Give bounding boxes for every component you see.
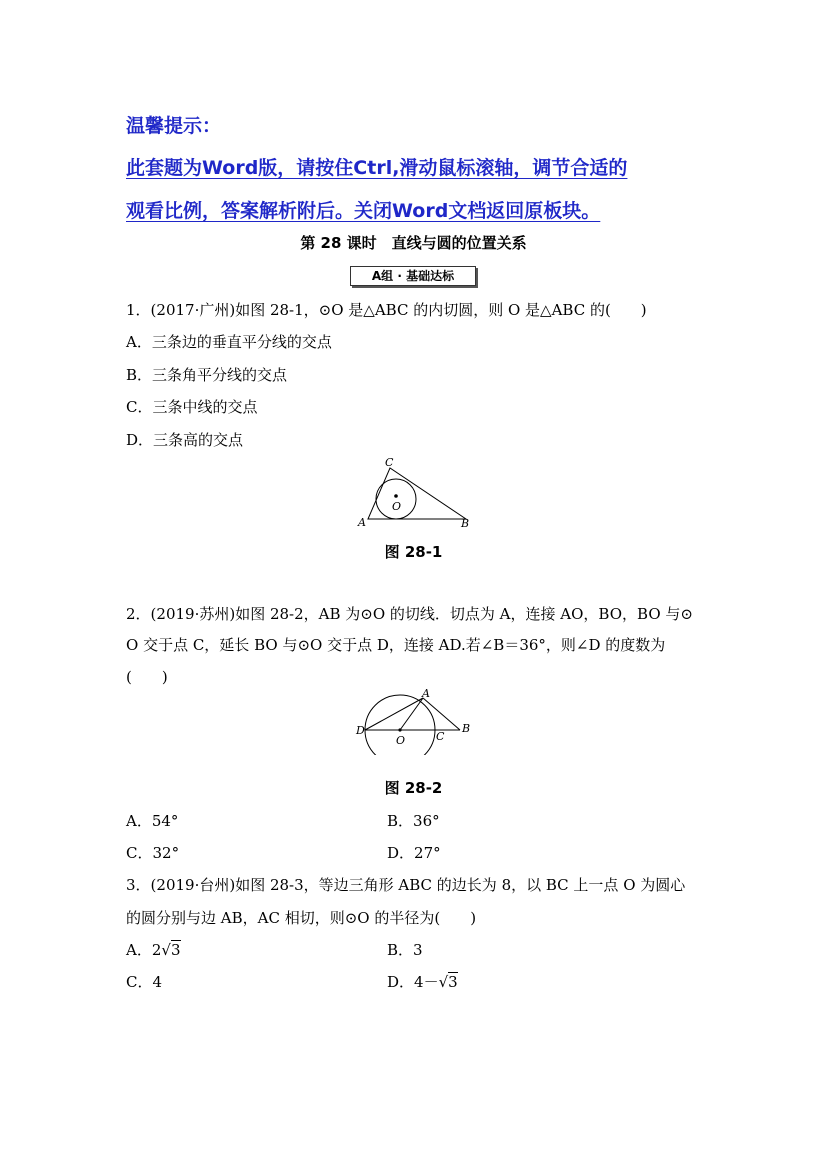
q2-stem-line-3: ( ) bbox=[126, 668, 168, 686]
figure-28-2 bbox=[350, 685, 480, 755]
center-o bbox=[398, 728, 401, 731]
tip-line-2: 观看比例，答案解析附后。关闭Word文档返回原板块。 bbox=[126, 200, 601, 222]
q1-option-a: A．三条边的垂直平分线的交点 bbox=[126, 333, 332, 351]
label-c: C bbox=[436, 730, 445, 743]
q2-option-c: C．32° bbox=[126, 844, 180, 862]
label-b: B bbox=[461, 517, 470, 530]
segment-ao bbox=[400, 698, 423, 730]
segment-ad bbox=[365, 698, 423, 730]
triangle-abc bbox=[368, 468, 466, 519]
label-o: O bbox=[396, 734, 406, 747]
q3-stem-line-1: 3．(2019·台州)如图 28-3，等边三角形 ABC 的边长为 8，以 BC 上一点 O 为圆心 bbox=[126, 876, 686, 894]
q2-option-d: D．27° bbox=[387, 844, 441, 862]
q1-option-c: C．三条中线的交点 bbox=[126, 398, 258, 416]
q3-option-d bbox=[387, 971, 458, 992]
q3-stem-line-2: 的圆分别与边 AB，AC 相切，则⊙O 的半径为( ) bbox=[126, 909, 477, 927]
label-c: C bbox=[385, 456, 394, 469]
tip-heading: 温馨提示： bbox=[126, 115, 222, 137]
q2-option-b: B．36° bbox=[387, 812, 440, 830]
q3-option-d-prefix: D．4－ bbox=[387, 973, 439, 991]
label-a: A bbox=[422, 687, 430, 700]
q2-option-a: A．54° bbox=[126, 812, 179, 830]
caption-28-2: 图 28-2 bbox=[384, 779, 443, 797]
q3-option-a bbox=[126, 939, 181, 960]
group-badge: A组 · 基础达标 bbox=[350, 266, 476, 286]
q3-option-d-radicand: 3 bbox=[448, 973, 458, 991]
caption-28-1: 图 28-1 bbox=[384, 543, 443, 561]
q2-stem-line-2: O 交于点 C，延长 BO 与⊙O 交于点 D，连接 AD.若∠B＝36°，则∠D 的度数为 bbox=[126, 636, 666, 654]
q1-stem: 1．(2017·广州)如图 28-1，⊙O 是△ABC 的内切圆，则 O 是△ABC 的( ) bbox=[126, 301, 647, 319]
q1-option-b: B．三条角平分线的交点 bbox=[126, 366, 288, 384]
sqrt-sign: √ bbox=[438, 973, 449, 991]
q1-option-d: D．三条高的交点 bbox=[126, 431, 244, 449]
q2-stem-line-1: 2．(2019·苏州)如图 28-2，AB 为⊙O 的切线．切点为 A，连接 AO，BO，BO 与⊙ bbox=[126, 605, 693, 623]
q3-option-b: B．3 bbox=[387, 941, 423, 959]
q3-option-a-radicand: 3 bbox=[170, 941, 181, 959]
label-a: A bbox=[358, 516, 366, 529]
tip-line-1: 此套题为Word版，请按住Ctrl,滑动鼠标滚轴，调节合适的 bbox=[126, 157, 628, 179]
figure-28-1 bbox=[350, 452, 480, 532]
sqrt-sign: √ bbox=[161, 941, 171, 959]
q3-option-a-prefix: A．2 bbox=[126, 941, 162, 959]
label-o: O bbox=[392, 500, 402, 513]
label-b: B bbox=[462, 722, 471, 735]
tangent-ab bbox=[423, 698, 460, 730]
incircle bbox=[376, 479, 416, 519]
center-point bbox=[394, 494, 398, 498]
lesson-title: 第 28 课时 直线与圆的位置关系 bbox=[300, 234, 527, 252]
q3-option-c: C．4 bbox=[126, 973, 163, 991]
label-d: D bbox=[356, 724, 365, 737]
